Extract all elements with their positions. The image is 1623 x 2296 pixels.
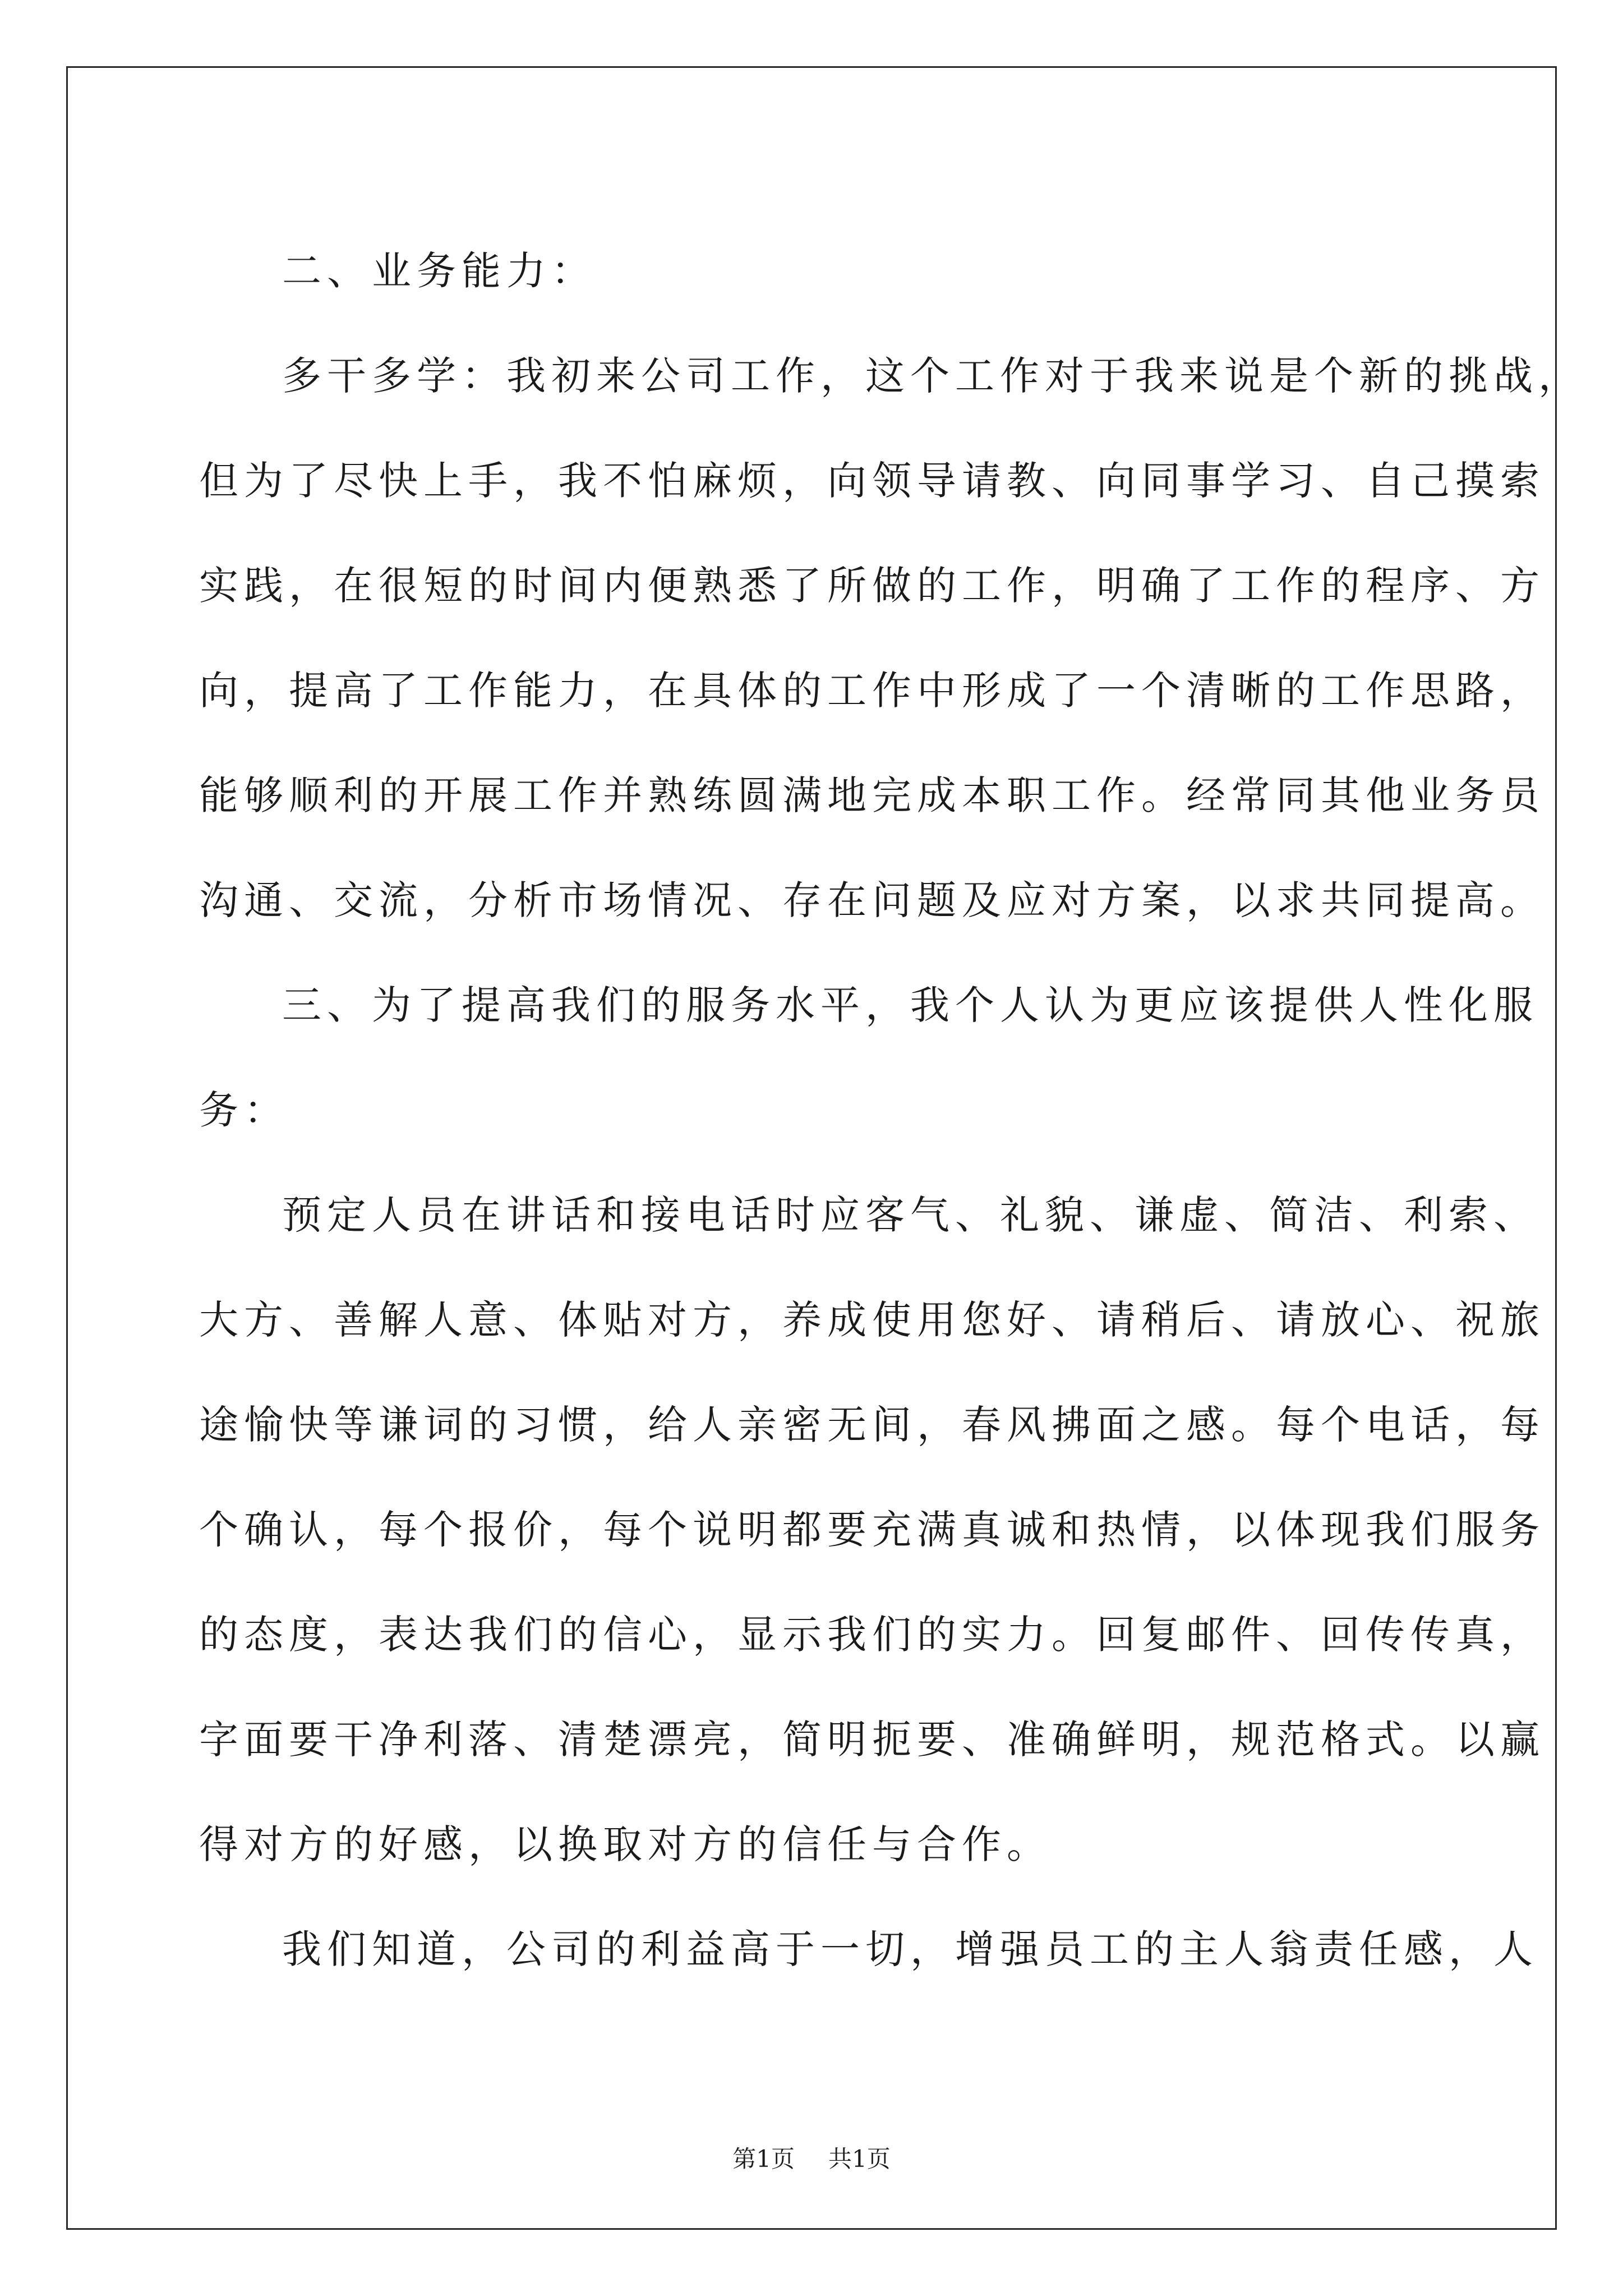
text-line: 途愉快等谦词的习惯，给人亲密无间，春风拂面之感。每个电话，每	[199, 1402, 1545, 1448]
text-line: 实践，在很短的时间内便熟悉了所做的工作，明确了工作的程序、方	[199, 563, 1545, 609]
text-line: 得对方的好感，以换取对方的信任与合作。	[199, 1821, 1052, 1867]
text-line: 个确认，每个报价，每个说明都要充满真诚和热情，以体现我们服务	[199, 1507, 1545, 1553]
page-number: 第1页	[732, 2145, 795, 2173]
text-line: 能够顺利的开展工作并熟练圆满地完成本职工作。经常同其他业务员	[199, 772, 1545, 818]
text-line: 我们知道，公司的利益高于一切，增强员工的主人翁责任感，人	[282, 1926, 1538, 1972]
text-line: 二、业务能力：	[282, 248, 596, 294]
text-line: 三、为了提高我们的服务水平，我个人认为更应该提供人性化服	[282, 982, 1538, 1028]
text-line: 多干多学：我初来公司工作，这个工作对于我来说是个新的挑战，	[282, 353, 1583, 399]
text-line: 向，提高了工作能力，在具体的工作中形成了一个清晰的工作思路，	[199, 668, 1545, 714]
page-total: 共1页	[828, 2145, 891, 2173]
text-line: 沟通、交流，分析市场情况、存在问题及应对方案，以求共同提高。	[199, 877, 1545, 923]
text-line: 大方、善解人意、体贴对方，养成使用您好、请稍后、请放心、祝旅	[199, 1297, 1545, 1343]
text-line: 的态度，表达我们的信心，显示我们的实力。回复邮件、回传传真，	[199, 1612, 1545, 1658]
text-line: 预定人员在讲话和接电话时应客气、礼貌、谦虚、简洁、利索、	[282, 1192, 1538, 1238]
text-line: 字面要干净利落、清楚漂亮，简明扼要、准确鲜明，规范格式。以赢	[199, 1717, 1545, 1763]
document-body	[199, 219, 1583, 2002]
text-line: 务：	[199, 1087, 289, 1133]
page-footer	[0, 2141, 1623, 2174]
text-line: 但为了尽快上手，我不怕麻烦，向领导请教、向同事学习、自己摸索	[199, 458, 1545, 504]
